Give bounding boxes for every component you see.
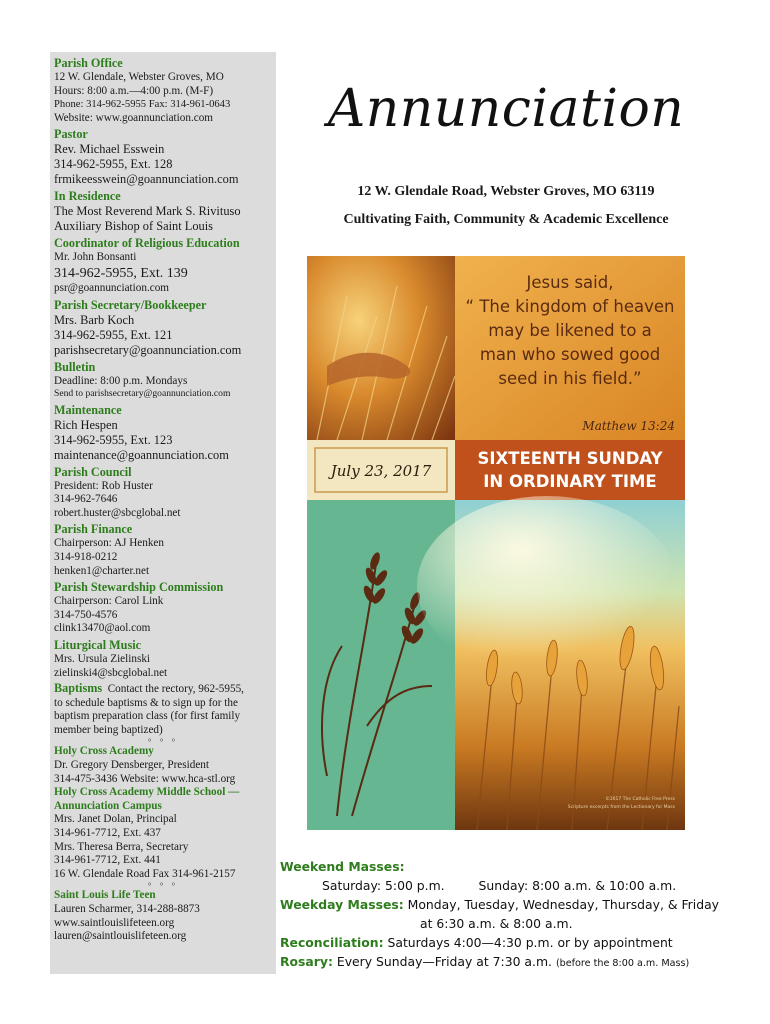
bulletin-date: July 23, 2017 bbox=[330, 462, 432, 480]
masthead bbox=[296, 74, 716, 228]
liturgical-day-line-1: SIXTEENTH SUNDAY bbox=[477, 449, 663, 468]
scripture-quote-line: may be likened to a bbox=[488, 321, 652, 340]
holy-cross-contact[interactable]: 314-475-3436 Website: www.hca-stl.org bbox=[54, 772, 236, 785]
hand-in-wheat-photo bbox=[307, 256, 455, 440]
council-phone: 314-962-7646 bbox=[54, 493, 118, 506]
weekday-mass-days: Monday, Tuesday, Wednesday, Thursday, & Friday bbox=[407, 897, 719, 912]
parish-office-website[interactable]: Website: www.goannunciation.com bbox=[54, 111, 213, 124]
pastor-phone: 314-962-5955, Ext. 128 bbox=[54, 157, 173, 172]
maintenance-name: Rich Hespen bbox=[54, 417, 118, 432]
life-teen-website[interactable]: www.saintlouislifeteen.org bbox=[54, 916, 175, 929]
reconciliation-times: Saturdays 4:00—4:30 p.m. or by appointment bbox=[387, 935, 673, 950]
music-section bbox=[54, 638, 272, 680]
residence-name: The Most Reverend Mark S. Rivituso bbox=[54, 204, 241, 219]
baptisms-line-3: baptism preparation class (for first family bbox=[54, 710, 241, 723]
secretary-name: Mrs. Barb Koch bbox=[54, 312, 135, 327]
saturday-mass-time: Saturday: 5:00 p.m. bbox=[322, 878, 445, 893]
music-heading: Liturgical Music bbox=[54, 637, 141, 652]
parish-directory-sidebar bbox=[50, 52, 276, 974]
parish-office-phone: Phone: 314-962-5955 Fax: 314-961-0643 bbox=[54, 99, 231, 111]
stewardship-chair: Chairperson: Carol Link bbox=[54, 595, 164, 608]
school-secretary-phone: 314-961-7712, Ext. 441 bbox=[54, 854, 161, 867]
life-teen-email[interactable]: lauren@saintlouislifeteen.org bbox=[54, 930, 187, 943]
principal-name: Mrs. Janet Dolan, Principal bbox=[54, 813, 177, 826]
residence-heading: In Residence bbox=[54, 189, 121, 204]
parish-title: Annunciation bbox=[327, 79, 685, 139]
scripture-quote-line: Jesus said, bbox=[526, 273, 614, 292]
scripture-quote-line: seed in his field.” bbox=[498, 369, 642, 388]
bulletin-send[interactable]: Send to parishsecretary@goannunciation.com bbox=[54, 388, 231, 400]
baptisms-section bbox=[54, 682, 272, 737]
rosary-label: Rosary: bbox=[280, 954, 333, 969]
stewardship-section bbox=[54, 580, 272, 636]
scripture-quote-line: man who sowed good bbox=[479, 345, 661, 364]
council-section bbox=[54, 465, 272, 521]
principal-phone: 314-961-7712, Ext. 437 bbox=[54, 827, 161, 840]
weekday-mass-times: at 6:30 a.m. & 8:00 a.m. bbox=[420, 916, 573, 931]
secretary-email[interactable]: parishsecretary@goannunciation.com bbox=[54, 342, 242, 357]
parish-office-hours: Hours: 8:00 a.m.—4:00 p.m. (M-F) bbox=[54, 84, 214, 97]
maintenance-phone: 314-962-5955, Ext. 123 bbox=[54, 432, 173, 447]
scripture-citation: Matthew 13:24 bbox=[582, 419, 675, 433]
middle-school-heading-2: Annunciation Campus bbox=[54, 799, 162, 812]
baptisms-line-2: to schedule baptisms & to sign up for the bbox=[54, 696, 238, 709]
religious-ed-heading: Coordinator of Religious Education bbox=[54, 236, 240, 251]
mass-schedule bbox=[280, 857, 760, 973]
rosary-times: Every Sunday—Friday at 7:30 a.m. bbox=[336, 954, 552, 969]
life-teen-heading: Saint Louis Life Teen bbox=[54, 889, 156, 902]
finance-section bbox=[54, 522, 272, 578]
holy-cross-heading: Holy Cross Academy bbox=[54, 745, 154, 758]
baptisms-line-1: Contact the rectory, 962-5955, bbox=[107, 683, 244, 696]
holy-cross-president: Dr. Gregory Densberger, President bbox=[54, 759, 209, 772]
section-divider: ° ° ° bbox=[147, 881, 179, 892]
religious-ed-name: Mr. John Bonsanti bbox=[54, 251, 137, 264]
sunday-mass-times: Sunday: 8:00 a.m. & 10:00 a.m. bbox=[478, 878, 677, 893]
scripture-quote-line: “ The kingdom of heaven bbox=[465, 297, 675, 316]
baptisms-heading: Baptisms bbox=[54, 681, 103, 696]
stewardship-phone: 314-750-4576 bbox=[54, 608, 118, 621]
religious-ed-email[interactable]: psr@goannunciation.com bbox=[54, 281, 170, 294]
weekday-masses-label: Weekday Masses: bbox=[280, 897, 404, 912]
bulletin-heading: Bulletin bbox=[54, 359, 96, 374]
music-email[interactable]: zielinski4@sbcglobal.net bbox=[54, 666, 168, 679]
bulletin-deadline: Deadline: 8:00 p.m. Mondays bbox=[54, 374, 188, 387]
residence-section bbox=[54, 189, 272, 234]
holy-cross-section bbox=[54, 745, 272, 881]
image-credit-line-1: ©2017 The Catholic Free Press bbox=[605, 797, 675, 802]
maintenance-heading: Maintenance bbox=[54, 402, 122, 417]
pastor-heading: Pastor bbox=[54, 127, 88, 142]
pastor-email[interactable]: frmikeesswein@goannunciation.com bbox=[54, 172, 239, 187]
section-divider: ° ° ° bbox=[147, 737, 179, 748]
weekend-masses-label: Weekend Masses: bbox=[280, 859, 405, 874]
council-president: President: Rob Huster bbox=[54, 479, 153, 492]
secretary-section bbox=[54, 298, 272, 358]
maintenance-section bbox=[54, 403, 272, 463]
rosary-note: (before the 8:00 a.m. Mass) bbox=[555, 958, 690, 969]
pastor-section bbox=[54, 127, 272, 187]
pastor-name: Rev. Michael Esswein bbox=[54, 142, 165, 157]
maintenance-email[interactable]: maintenance@goannunciation.com bbox=[54, 447, 229, 462]
stewardship-email[interactable]: clink13470@aol.com bbox=[54, 622, 151, 635]
school-address: 16 W. Glendale Road Fax 314-961-2157 bbox=[54, 867, 236, 880]
religious-ed-section bbox=[54, 236, 272, 295]
religious-ed-phone: 314-962-5955, Ext. 139 bbox=[54, 265, 188, 281]
school-secretary-name: Mrs. Theresa Berra, Secretary bbox=[54, 840, 189, 853]
parish-address: 12 W. Glendale Road, Webster Groves, MO 63119 bbox=[357, 184, 655, 199]
bulletin-section bbox=[54, 360, 272, 401]
council-heading: Parish Council bbox=[54, 464, 132, 479]
bulletin-cover-image bbox=[307, 256, 685, 830]
finance-phone: 314-918-0212 bbox=[54, 550, 118, 563]
life-teen-contact: Lauren Scharmer, 314-288-8873 bbox=[54, 903, 200, 915]
parish-office-address: 12 W. Glendale, Webster Groves, MO bbox=[54, 71, 224, 83]
liturgical-day-line-2: IN ORDINARY TIME bbox=[483, 472, 657, 491]
council-email[interactable]: robert.huster@sbcglobal.net bbox=[54, 506, 181, 519]
reconciliation-label: Reconciliation: bbox=[280, 935, 384, 950]
stewardship-heading: Parish Stewardship Commission bbox=[54, 580, 224, 595]
life-teen-section bbox=[54, 889, 272, 943]
finance-chair: Chairperson: AJ Henken bbox=[54, 537, 164, 550]
music-name: Mrs. Ursula Zielinski bbox=[54, 652, 151, 665]
secretary-heading: Parish Secretary/Bookkeeper bbox=[54, 297, 207, 312]
finance-heading: Parish Finance bbox=[54, 522, 133, 537]
parish-office-section bbox=[54, 56, 272, 125]
parish-motto: Cultivating Faith, Community & Academic Excellence bbox=[343, 212, 669, 227]
baptisms-line-4: member being baptized) bbox=[54, 723, 163, 736]
image-credit-line-2: Scripture excerpts from the Lectionary for Mass bbox=[567, 805, 675, 810]
middle-school-heading-1: Holy Cross Academy Middle School — bbox=[54, 786, 240, 799]
residence-title: Auxiliary Bishop of Saint Louis bbox=[54, 219, 214, 234]
parish-office-heading: Parish Office bbox=[54, 56, 123, 70]
secretary-phone: 314-962-5955, Ext. 121 bbox=[54, 327, 173, 342]
finance-email[interactable]: henken1@charter.net bbox=[54, 564, 150, 577]
